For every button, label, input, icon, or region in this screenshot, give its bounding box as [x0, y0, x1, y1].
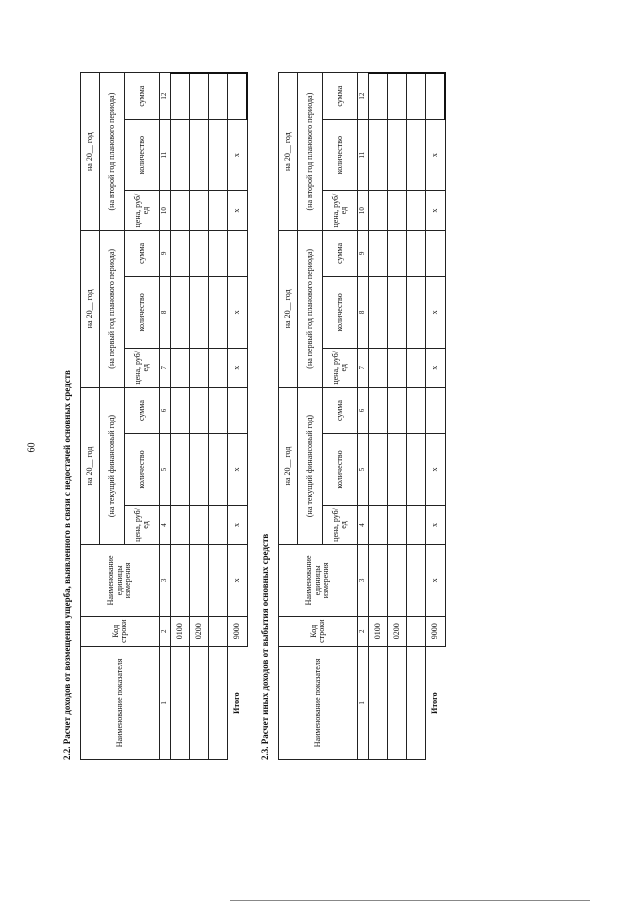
total-sum[interactable]	[228, 73, 248, 119]
column-number: 4	[160, 505, 171, 544]
header-sum: сумма	[323, 73, 358, 119]
header-price: цена, руб/ед	[323, 505, 358, 544]
header-price: цена, руб/ед	[323, 348, 358, 387]
cell-value[interactable]	[209, 348, 228, 387]
cell-value[interactable]	[407, 434, 426, 506]
cell-unit[interactable]	[388, 545, 407, 617]
cell-value[interactable]	[388, 387, 407, 433]
cell-value[interactable]	[171, 505, 190, 544]
x-mark: x	[228, 545, 248, 617]
header-unit: Наименование единицы измерения	[81, 545, 160, 617]
cell-value[interactable]	[171, 434, 190, 506]
header-code: Код строки	[279, 616, 358, 646]
cell-value[interactable]	[190, 73, 209, 119]
cell-value[interactable]	[209, 73, 228, 119]
period-year: на 20__ год	[279, 73, 298, 230]
cell-value[interactable]	[190, 119, 209, 191]
column-number: 7	[160, 348, 171, 387]
header-quantity: количество	[323, 277, 358, 349]
cell-name[interactable]	[407, 646, 426, 759]
cell-name[interactable]	[369, 646, 388, 759]
cell-code	[209, 616, 228, 646]
cell-name[interactable]	[171, 646, 190, 759]
period-sub: (на первый год планового периода)	[298, 230, 323, 387]
header-quantity: количество	[125, 434, 160, 506]
section-title: 2.3. Расчет иных доходов от выбытия основных средств	[260, 533, 270, 760]
table-row	[171, 73, 190, 760]
cell-value[interactable]	[171, 348, 190, 387]
cell-unit[interactable]	[171, 545, 190, 617]
period-year: на 20__ год	[81, 73, 100, 230]
cell-value[interactable]	[407, 505, 426, 544]
rotated-page	[0, 40, 640, 880]
column-number: 5	[358, 434, 369, 506]
period-sub: (на первый год планового периода)	[100, 230, 125, 387]
total-code: 9000	[228, 616, 248, 646]
header-sum: сумма	[125, 73, 160, 119]
header-name: Наименование показателя	[81, 646, 160, 759]
cell-value[interactable]	[171, 119, 190, 191]
cell-value[interactable]	[209, 277, 228, 349]
cell-value[interactable]	[388, 119, 407, 191]
total-sum[interactable]	[426, 387, 446, 433]
cell-value[interactable]	[388, 434, 407, 506]
column-number: 9	[358, 230, 369, 276]
header-price: цена, руб/ед	[125, 191, 160, 230]
page-bottom-rule	[230, 900, 590, 901]
column-number: 9	[160, 230, 171, 276]
cell-value[interactable]	[388, 73, 407, 119]
period-year: на 20__ год	[81, 230, 100, 387]
total-code: 9000	[426, 616, 446, 646]
cell-value[interactable]	[171, 387, 190, 433]
x-mark: x	[228, 119, 248, 191]
column-number: 2	[160, 616, 171, 646]
section-2-3	[258, 60, 446, 760]
x-mark: x	[228, 277, 248, 349]
column-number: 11	[358, 119, 369, 191]
x-mark: x	[228, 505, 248, 544]
column-number: 1	[358, 646, 369, 759]
cell-value[interactable]	[388, 277, 407, 349]
cell-value[interactable]	[407, 230, 426, 276]
x-mark: x	[426, 191, 446, 230]
column-number: 8	[160, 277, 171, 349]
x-mark: x	[426, 434, 446, 506]
cell-value[interactable]	[369, 387, 388, 433]
cell-value[interactable]	[388, 191, 407, 230]
cell-name[interactable]	[388, 646, 407, 759]
cell-code: 0200	[388, 616, 407, 646]
table-row	[209, 73, 228, 760]
table-row	[190, 73, 209, 760]
income-table	[80, 72, 248, 760]
x-mark: x	[426, 348, 446, 387]
column-number: 3	[160, 545, 171, 617]
cell-unit[interactable]	[369, 545, 388, 617]
x-mark: x	[426, 505, 446, 544]
total-label: Итого	[430, 692, 440, 714]
cell-value[interactable]	[209, 230, 228, 276]
cell-value[interactable]	[369, 191, 388, 230]
column-number: 3	[358, 545, 369, 617]
section-title: 2.2. Расчет доходов от возмещения ущерба, выявленного в связи с недостачей основных средств	[62, 370, 72, 760]
cell-code: 0100	[171, 616, 190, 646]
x-mark: x	[228, 434, 248, 506]
cell-value[interactable]	[171, 73, 190, 119]
header-price: цена, руб/ед	[125, 348, 160, 387]
cell-value[interactable]	[190, 277, 209, 349]
total-sum[interactable]	[426, 73, 446, 119]
period-sub: (на текущий финансовый год)	[100, 387, 125, 544]
header-sum: сумма	[125, 387, 160, 433]
total-sum[interactable]	[426, 230, 446, 276]
cell-value[interactable]	[369, 119, 388, 191]
total-sum[interactable]	[228, 387, 248, 433]
cell-value[interactable]	[171, 191, 190, 230]
cell-value[interactable]	[388, 348, 407, 387]
cell-value[interactable]	[369, 277, 388, 349]
period-year: на 20__ год	[81, 387, 100, 544]
cell-value[interactable]	[190, 505, 209, 544]
period-year: на 20__ год	[279, 387, 298, 544]
cell-value[interactable]	[388, 505, 407, 544]
header-unit: Наименование единицы измерения	[279, 545, 358, 617]
cell-value[interactable]	[209, 434, 228, 506]
column-number: 8	[358, 277, 369, 349]
header-sum: сумма	[323, 387, 358, 433]
header-sum: сумма	[125, 230, 160, 276]
column-number: 12	[358, 73, 369, 119]
cell-value[interactable]	[209, 119, 228, 191]
column-number: 1	[160, 646, 171, 759]
cell-value[interactable]	[190, 387, 209, 433]
cell-value[interactable]	[369, 434, 388, 506]
period-sub: (на второй год планового периода)	[100, 73, 125, 230]
section-2-2	[60, 60, 248, 760]
cell-value[interactable]	[209, 191, 228, 230]
x-mark: x	[426, 545, 446, 617]
cell-value[interactable]	[407, 119, 426, 191]
column-number: 5	[160, 434, 171, 506]
cell-value[interactable]	[190, 230, 209, 276]
header-quantity: количество	[323, 119, 358, 191]
cell-value[interactable]	[209, 505, 228, 544]
header-quantity: количество	[323, 434, 358, 506]
cell-value[interactable]	[407, 277, 426, 349]
cell-value[interactable]	[171, 277, 190, 349]
x-mark: x	[228, 348, 248, 387]
cell-code	[407, 616, 426, 646]
cell-value[interactable]	[369, 73, 388, 119]
income-table	[278, 72, 446, 760]
header-quantity: количество	[125, 277, 160, 349]
cell-name[interactable]	[209, 646, 228, 759]
header-quantity: количество	[125, 119, 160, 191]
cell-value[interactable]	[369, 505, 388, 544]
page-number: 60	[26, 442, 38, 453]
total-label: Итого	[232, 692, 242, 714]
header-price: цена, руб/ед	[125, 505, 160, 544]
cell-value[interactable]	[171, 230, 190, 276]
total-row	[228, 73, 248, 760]
cell-value[interactable]	[407, 73, 426, 119]
total-sum[interactable]	[228, 230, 248, 276]
column-number: 6	[358, 387, 369, 433]
header-code: Код строки	[81, 616, 160, 646]
cell-code: 0200	[190, 616, 209, 646]
cell-unit[interactable]	[190, 545, 209, 617]
x-mark: x	[426, 119, 446, 191]
x-mark: x	[228, 191, 248, 230]
total-row	[426, 73, 446, 760]
table-row	[407, 73, 426, 760]
cell-value[interactable]	[407, 191, 426, 230]
period-sub: (на текущий финансовый год)	[298, 387, 323, 544]
column-number: 2	[358, 616, 369, 646]
cell-value[interactable]	[388, 230, 407, 276]
cell-code: 0100	[369, 616, 388, 646]
cell-value[interactable]	[190, 191, 209, 230]
column-number: 10	[160, 191, 171, 230]
cell-value[interactable]	[407, 348, 426, 387]
period-sub: (на второй год планового периода)	[298, 73, 323, 230]
header-sum: сумма	[323, 230, 358, 276]
table-row	[369, 73, 388, 760]
cell-name[interactable]	[190, 646, 209, 759]
column-number: 6	[160, 387, 171, 433]
cell-value[interactable]	[407, 387, 426, 433]
cell-value[interactable]	[190, 434, 209, 506]
cell-unit[interactable]	[407, 545, 426, 617]
header-price: цена, руб/ед	[323, 191, 358, 230]
x-mark: x	[426, 277, 446, 349]
table-row	[388, 73, 407, 760]
column-number: 10	[358, 191, 369, 230]
column-number: 7	[358, 348, 369, 387]
column-number: 11	[160, 119, 171, 191]
header-name: Наименование показателя	[279, 646, 358, 759]
column-number: 4	[358, 505, 369, 544]
period-year: на 20__ год	[279, 230, 298, 387]
cell-value[interactable]	[190, 348, 209, 387]
cell-value[interactable]	[209, 387, 228, 433]
column-number: 12	[160, 73, 171, 119]
cell-unit[interactable]	[209, 545, 228, 617]
cell-value[interactable]	[369, 348, 388, 387]
cell-value[interactable]	[369, 230, 388, 276]
